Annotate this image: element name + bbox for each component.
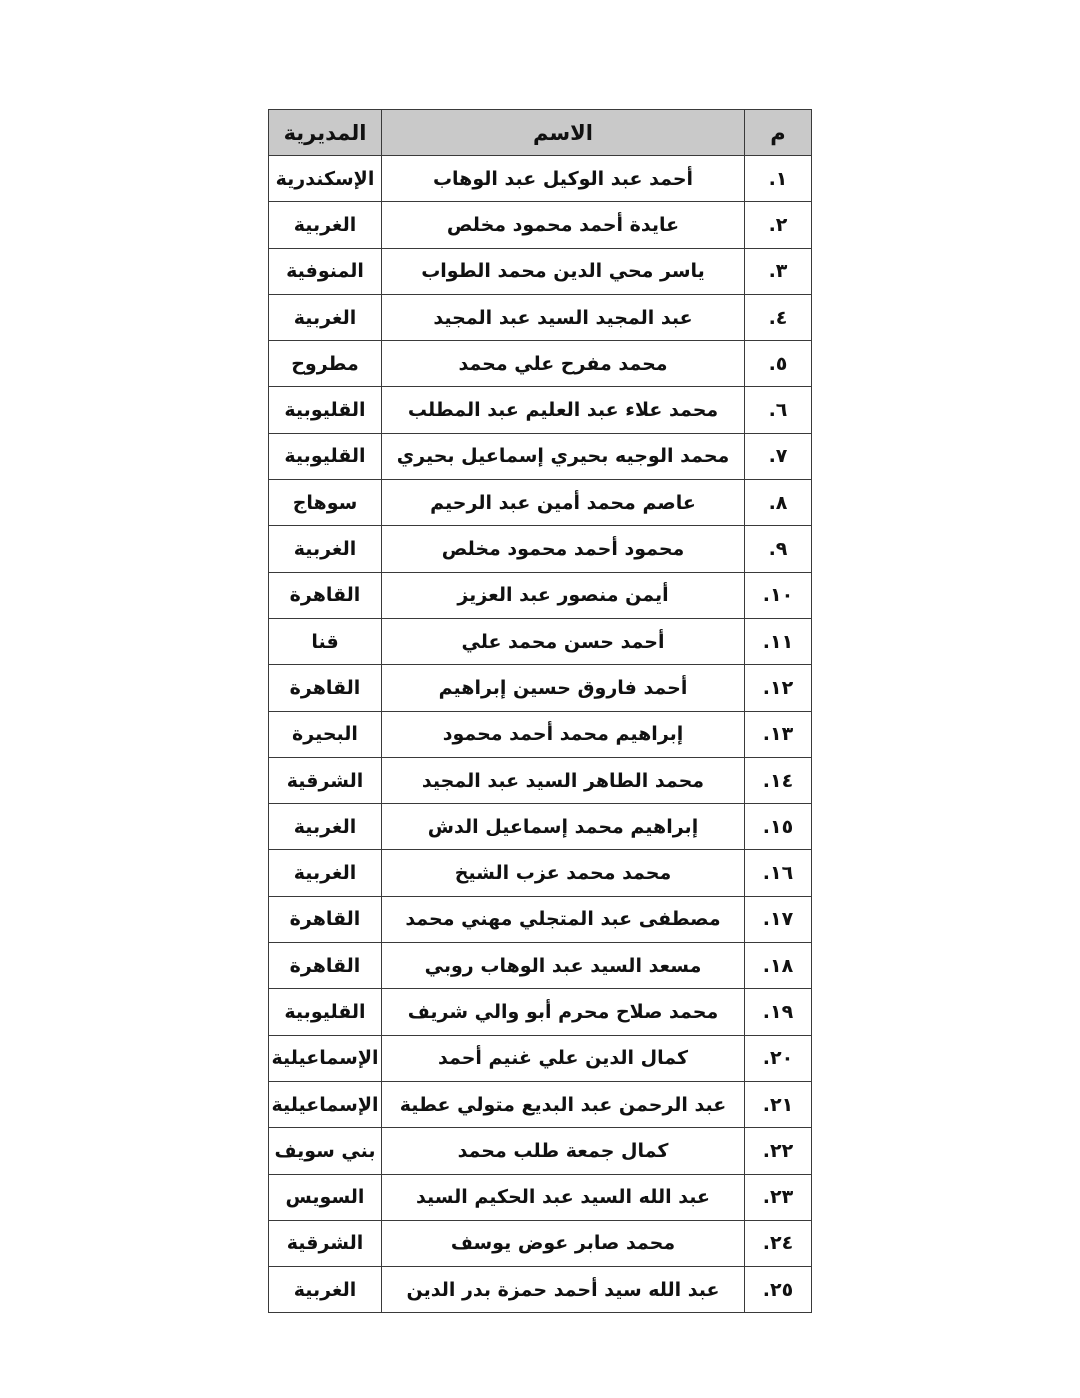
row-name: أحمد فاروق حسين إبراهيم (382, 665, 745, 711)
row-name: عايدة أحمد محمود مخلص (382, 202, 745, 248)
row-directorate: مطروح (269, 341, 382, 387)
row-number: ٢٤. (745, 1220, 812, 1266)
table-row (269, 480, 812, 526)
header-name: الاسم (382, 110, 745, 156)
row-name: مسعد السيد عبد الوهاب روبي (382, 943, 745, 989)
row-name: عبد الرحمن عبد البديع متولي عطية (382, 1081, 745, 1127)
table-row (269, 387, 812, 433)
row-directorate: المنوفية (269, 248, 382, 294)
row-directorate: الغربية (269, 294, 382, 340)
row-name: كمال الدين علي غنيم أحمد (382, 1035, 745, 1081)
row-number: ١٩. (745, 989, 812, 1035)
row-name: أيمن منصور عبد العزيز (382, 572, 745, 618)
row-number: ٤. (745, 294, 812, 340)
names-table (268, 109, 812, 1313)
row-directorate: القاهرة (269, 943, 382, 989)
table-row (269, 572, 812, 618)
row-directorate: الغربية (269, 202, 382, 248)
table-row (269, 526, 812, 572)
row-name: محمد الوجيه بحيري إسماعيل بحيري (382, 433, 745, 479)
table-row (269, 1174, 812, 1220)
row-name: كمال جمعة طلب محمد (382, 1128, 745, 1174)
table-row (269, 433, 812, 479)
table-row (269, 618, 812, 664)
table-row (269, 341, 812, 387)
row-name: عبد الله سيد أحمد حمزة بدر الدين (382, 1267, 745, 1313)
row-name: أحمد عبد الوكيل عبد الوهاب (382, 156, 745, 202)
row-number: ٢. (745, 202, 812, 248)
row-name: مصطفى عبد المتجلي مهني محمد (382, 896, 745, 942)
row-directorate: القليوبية (269, 989, 382, 1035)
row-directorate: الغربية (269, 850, 382, 896)
row-number: ١٤. (745, 757, 812, 803)
table-row (269, 943, 812, 989)
table-row (269, 711, 812, 757)
table-row (269, 294, 812, 340)
table-row (269, 850, 812, 896)
row-number: ١٦. (745, 850, 812, 896)
table-row (269, 1035, 812, 1081)
table-row (269, 1267, 812, 1313)
row-number: ٨. (745, 480, 812, 526)
table-header (269, 110, 812, 156)
row-number: ١١. (745, 618, 812, 664)
row-name: محمود أحمد محمود مخلص (382, 526, 745, 572)
row-number: ٥. (745, 341, 812, 387)
row-number: ١٧. (745, 896, 812, 942)
row-number: ٧. (745, 433, 812, 479)
row-number: ١٨. (745, 943, 812, 989)
row-name: محمد صابر عوض يوسف (382, 1220, 745, 1266)
row-directorate: الشرقية (269, 1220, 382, 1266)
header-number: م (745, 110, 812, 156)
table-row (269, 804, 812, 850)
row-name: محمد محمد عزب الشيخ (382, 850, 745, 896)
row-name: إبراهيم محمد أحمد محمود (382, 711, 745, 757)
row-name: محمد علاء عبد العليم عبد المطلب (382, 387, 745, 433)
row-directorate: الغربية (269, 804, 382, 850)
row-directorate: القاهرة (269, 572, 382, 618)
row-name: عبد المجيد السيد عبد المجيد (382, 294, 745, 340)
row-number: ٦. (745, 387, 812, 433)
row-directorate: القاهرة (269, 896, 382, 942)
row-directorate: السويس (269, 1174, 382, 1220)
table-row (269, 665, 812, 711)
table-row (269, 896, 812, 942)
row-directorate: سوهاج (269, 480, 382, 526)
row-directorate: بني سويف (269, 1128, 382, 1174)
table-row (269, 989, 812, 1035)
row-number: ٢٢. (745, 1128, 812, 1174)
row-number: ١٣. (745, 711, 812, 757)
row-number: ٢١. (745, 1081, 812, 1127)
row-directorate: الغربية (269, 1267, 382, 1313)
row-number: ١. (745, 156, 812, 202)
row-name: أحمد حسن محمد علي (382, 618, 745, 664)
row-name: محمد مفرح علي محمد (382, 341, 745, 387)
row-directorate: الإسماعيلية (269, 1081, 382, 1127)
table-body (269, 156, 812, 1313)
row-name: ياسر محي الدين محمد الطواب (382, 248, 745, 294)
row-name: عاصم محمد أمين عبد الرحيم (382, 480, 745, 526)
row-name: إبراهيم محمد إسماعيل الدش (382, 804, 745, 850)
row-name: عبد الله السيد عبد الحكيم السيد (382, 1174, 745, 1220)
table-row (269, 1220, 812, 1266)
header-row (269, 110, 812, 156)
row-number: ٣. (745, 248, 812, 294)
row-directorate: القليوبية (269, 433, 382, 479)
row-directorate: الإسكندرية (269, 156, 382, 202)
row-directorate: الغربية (269, 526, 382, 572)
table-row (269, 248, 812, 294)
table-row (269, 1128, 812, 1174)
row-number: ٢٣. (745, 1174, 812, 1220)
row-name: محمد الطاهر السيد عبد المجيد (382, 757, 745, 803)
row-directorate: الشرقية (269, 757, 382, 803)
row-number: ١٢. (745, 665, 812, 711)
row-directorate: البحيرة (269, 711, 382, 757)
row-name: محمد صلاح محرم أبو والي شريف (382, 989, 745, 1035)
row-number: ١٠. (745, 572, 812, 618)
row-number: ٢٠. (745, 1035, 812, 1081)
row-number: ٢٥. (745, 1267, 812, 1313)
table-row (269, 1081, 812, 1127)
header-directorate: المديرية (269, 110, 382, 156)
row-number: ١٥. (745, 804, 812, 850)
table-row (269, 202, 812, 248)
table-row (269, 757, 812, 803)
row-number: ٩. (745, 526, 812, 572)
row-directorate: القاهرة (269, 665, 382, 711)
row-directorate: الإسماعيلية (269, 1035, 382, 1081)
row-directorate: القليوبية (269, 387, 382, 433)
table-row (269, 156, 812, 202)
row-directorate: قنا (269, 618, 382, 664)
